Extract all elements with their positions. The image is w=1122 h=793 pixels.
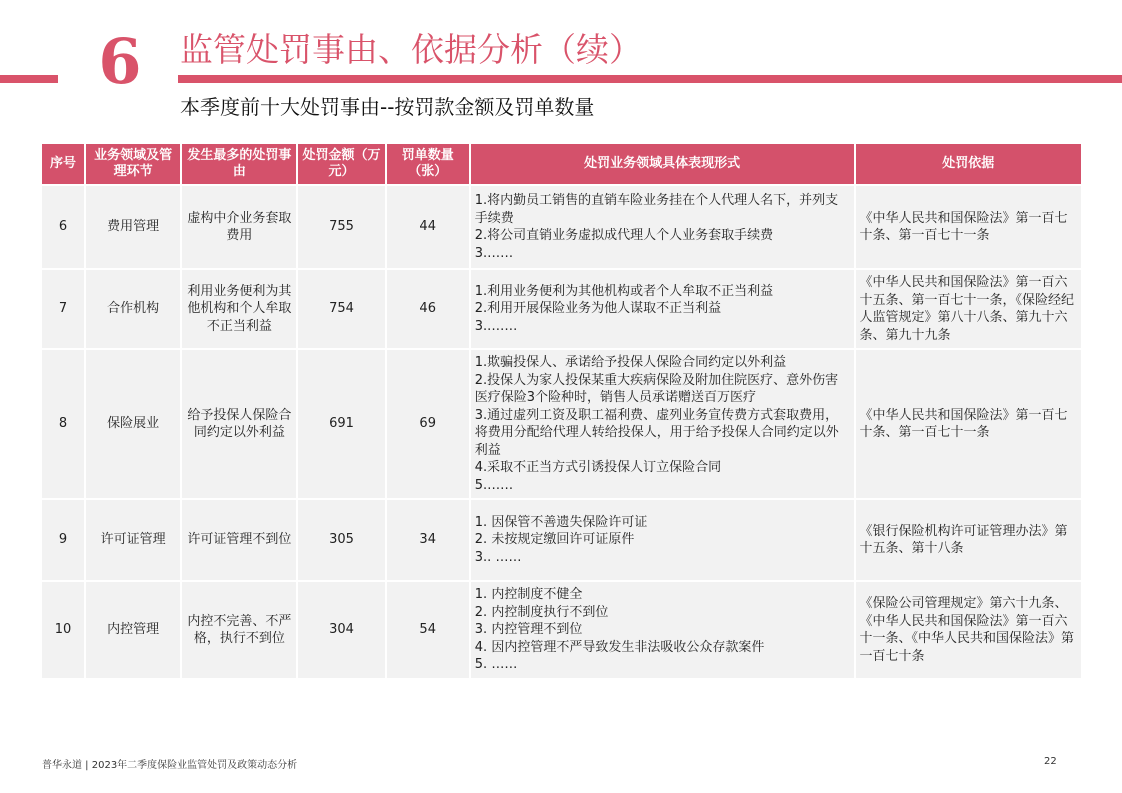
row-number: 7	[42, 270, 84, 348]
penalty-reason: 许可证管理不到位	[182, 500, 296, 580]
penalty-basis: 《中华人民共和国保险法》第一百七十条、第一百七十一条	[856, 186, 1081, 268]
ticket-count: 69	[387, 350, 469, 498]
penalty-amount: 691	[298, 350, 384, 498]
row-number: 8	[42, 350, 84, 498]
left-accent-bar	[0, 75, 58, 83]
detail-item: 4.采取不正当方式引诱投保人订立保险合同	[474, 460, 722, 475]
footer-source: 普华永道 | 2023年二季度保险业监管处罚及政策动态分析	[42, 760, 298, 771]
column-header-amount: 处罚金额（万元）	[298, 144, 384, 184]
penalty-reason: 内控不完善、不严格，执行不到位	[182, 582, 296, 678]
business-area: 费用管理	[86, 186, 180, 268]
penalty-basis: 《中华人民共和国保险法》第一百七十条、第一百七十一条	[856, 350, 1081, 498]
table-header-row	[42, 144, 1081, 184]
column-header-reason: 发生最多的处罚事由	[182, 144, 296, 184]
detail-list	[471, 582, 854, 678]
business-area: 保险展业	[86, 350, 180, 498]
penalty-reason: 利用业务便利为其他机构和个人牟取不正当利益	[182, 270, 296, 348]
column-header-details: 处罚业务领域具体表现形式	[471, 144, 854, 184]
penalty-reason: 虚构中介业务套取费用	[182, 186, 296, 268]
detail-list	[471, 500, 854, 580]
penalty-amount: 755	[298, 186, 384, 268]
penalty-amount: 754	[298, 270, 384, 348]
detail-item: 2.投保人为家人投保某重大疾病保险及附加住院医疗、意外伤害医疗保险3个险种时，销售人员承诺赠送百万医疗	[474, 372, 839, 405]
business-area: 内控管理	[86, 582, 180, 678]
detail-item: 1.将内勤员工销售的直销车险业务挂在个人代理人名下，并列支手续费	[474, 193, 839, 226]
detail-item: 4. 因内控管理不严导致发生非法吸收公众存款案件	[474, 639, 765, 655]
ticket-count: 44	[387, 186, 469, 268]
detail-list	[471, 186, 854, 268]
penalty-basis: 《保险公司管理规定》第六十九条、《中华人民共和国保险法》第一百六十一条、《中华人民共和国保险法》第一百七十条	[856, 582, 1081, 678]
business-area: 合作机构	[86, 270, 180, 348]
column-header-area: 业务领域及管理环节	[86, 144, 180, 184]
detail-item: 3. 内控管理不到位	[474, 622, 583, 638]
column-header-no: 序号	[42, 144, 84, 184]
row-number: 6	[42, 186, 84, 268]
title-underline-bar	[178, 75, 1122, 83]
table-row	[42, 270, 1081, 348]
detail-list	[471, 350, 854, 498]
detail-item: 5.……	[474, 477, 514, 493]
detail-item: 2. 内控制度执行不到位	[474, 604, 609, 620]
page-title: 监管处罚事由、依据分析（续）	[180, 30, 642, 69]
column-header-count: 罚单数量（张）	[387, 144, 469, 184]
detail-item: 1. 内控制度不健全	[474, 587, 583, 603]
table-row	[42, 500, 1081, 580]
section-number: 6	[98, 25, 142, 98]
penalty-amount: 305	[298, 500, 384, 580]
detail-item: 1. 因保管不善遗失保险许可证	[474, 514, 648, 530]
detail-item: 3..……	[474, 318, 518, 334]
detail-item: 3.……	[474, 245, 514, 261]
detail-item: 2.利用开展保险业务为他人谋取不正当利益	[474, 301, 722, 317]
table-row	[42, 350, 1081, 498]
business-area: 许可证管理	[86, 500, 180, 580]
table-row	[42, 186, 1081, 268]
penalty-basis: 《银行保险机构许可证管理办法》第十五条、第十八条	[856, 500, 1081, 580]
penalty-reason: 给予投保人保险合同约定以外利益	[182, 350, 296, 498]
detail-item: 2. 未按规定缴回许可证原件	[474, 532, 635, 548]
row-number: 9	[42, 500, 84, 580]
ticket-count: 46	[387, 270, 469, 348]
detail-item: 3.通过虚列工资及职工福利费、虚列业务宣传费方式套取费用，将费用分配给代理人转给投保人，用于给予投保人合同约定以外利益	[474, 407, 839, 458]
page-number: 22	[1044, 756, 1057, 767]
penalty-basis: 《中华人民共和国保险法》第一百六十五条、第一百七十一条，《保险经纪人监管规定》第八十八条、第九十六条、第九十九条	[856, 270, 1081, 348]
column-header-basis: 处罚依据	[856, 144, 1081, 184]
table-row	[42, 582, 1081, 678]
ticket-count: 34	[387, 500, 469, 580]
detail-item: 2.将公司直销业务虚拟成代理人个人业务套取手续费	[474, 228, 774, 243]
ticket-count: 54	[387, 582, 469, 678]
detail-item: 3.. ……	[474, 549, 522, 565]
detail-item: 1.欺骗投保人、承诺给予投保人保险合同约定以外利益	[474, 355, 787, 370]
detail-item: 1.利用业务便利为其他机构或者个人牟取不正当利益	[474, 283, 774, 299]
penalty-amount: 304	[298, 582, 384, 678]
detail-item: 5. ……	[474, 657, 518, 673]
penalty-table	[40, 142, 1083, 680]
page-subtitle: 本季度前十大处罚事由--按罚款金额及罚单数量	[180, 95, 595, 119]
row-number: 10	[42, 582, 84, 678]
detail-list	[471, 270, 854, 348]
